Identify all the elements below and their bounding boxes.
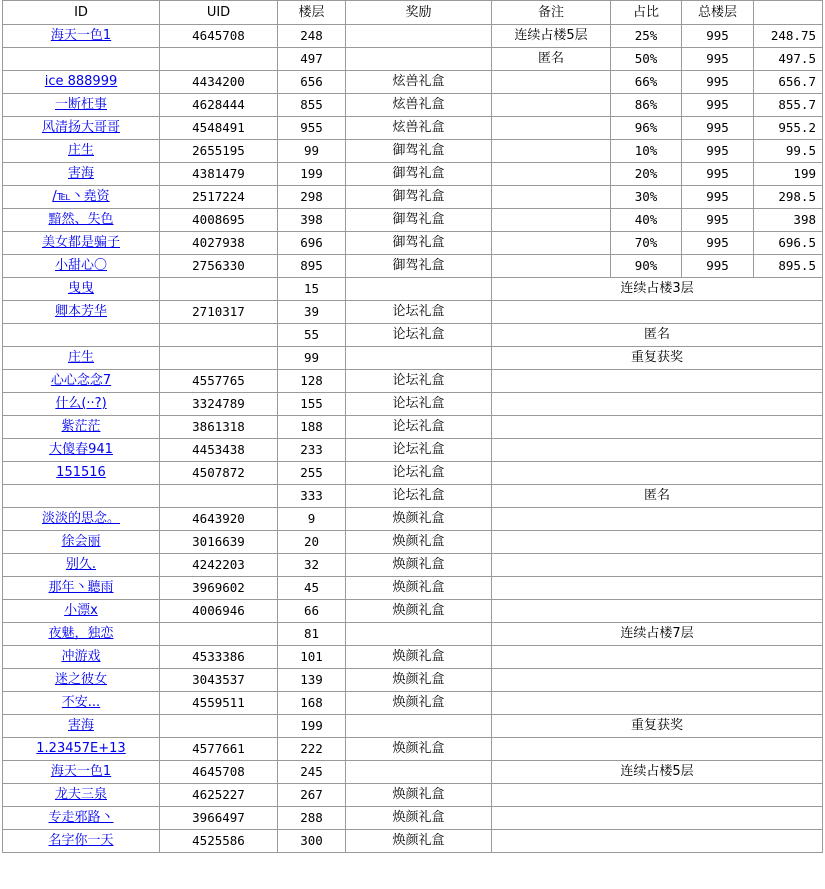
cell-ratio: 90% — [611, 255, 682, 278]
table-row — [3, 646, 823, 669]
cell-note: 连续占楼3层 — [492, 278, 823, 301]
cell-reward — [346, 25, 492, 48]
cell-uid: 4645708 — [160, 761, 278, 784]
cell-floor: 39 — [278, 301, 346, 324]
table-row — [3, 830, 823, 853]
cell-note: 连续占楼5层 — [492, 761, 823, 784]
cell-uid: 2655195 — [160, 140, 278, 163]
table-row — [3, 761, 823, 784]
cell-note — [492, 646, 823, 669]
table-row — [3, 347, 823, 370]
cell-calc: 696.5 — [754, 232, 823, 255]
cell-reward: 炫兽礼盒 — [346, 94, 492, 117]
cell-floor: 139 — [278, 669, 346, 692]
cell-note — [492, 462, 823, 485]
cell-reward: 论坛礼盒 — [346, 462, 492, 485]
cell-total: 995 — [682, 48, 754, 71]
header-total: 总楼层 — [682, 1, 754, 25]
cell-note: 连续占楼7层 — [492, 623, 823, 646]
cell-id[interactable]: 1.23457E+13 — [3, 738, 160, 761]
table-row — [3, 140, 823, 163]
cell-uid: 4643920 — [160, 508, 278, 531]
table-row — [3, 94, 823, 117]
table-row — [3, 439, 823, 462]
cell-calc: 895.5 — [754, 255, 823, 278]
cell-uid: 4381479 — [160, 163, 278, 186]
cell-calc: 855.7 — [754, 94, 823, 117]
cell-id — [3, 324, 160, 347]
cell-id[interactable]: 淡淡的思念。 — [3, 508, 160, 531]
cell-id[interactable]: 夜魅，独恋 — [3, 623, 160, 646]
cell-floor: 32 — [278, 554, 346, 577]
cell-note — [492, 692, 823, 715]
cell-floor: 233 — [278, 439, 346, 462]
table-row — [3, 715, 823, 738]
cell-floor: 101 — [278, 646, 346, 669]
cell-uid: 3969602 — [160, 577, 278, 600]
cell-id[interactable]: 151516 — [3, 462, 160, 485]
cell-id[interactable]: 害海 — [3, 163, 160, 186]
cell-floor: 255 — [278, 462, 346, 485]
cell-note — [492, 554, 823, 577]
cell-note: 重复获奖 — [492, 715, 823, 738]
cell-uid: 4453438 — [160, 439, 278, 462]
cell-reward: 焕颜礼盒 — [346, 669, 492, 692]
table-row — [3, 577, 823, 600]
cell-note: 匿名 — [492, 324, 823, 347]
cell-floor: 9 — [278, 508, 346, 531]
header-calc — [754, 1, 823, 25]
table-row — [3, 669, 823, 692]
cell-reward: 焕颜礼盒 — [346, 830, 492, 853]
cell-ratio: 30% — [611, 186, 682, 209]
cell-id[interactable]: 美女都是骗子 — [3, 232, 160, 255]
cell-note — [492, 577, 823, 600]
cell-floor: 398 — [278, 209, 346, 232]
header-uid: UID — [160, 1, 278, 25]
cell-total: 995 — [682, 25, 754, 48]
cell-note — [492, 439, 823, 462]
table-row — [3, 301, 823, 324]
cell-reward: 论坛礼盒 — [346, 324, 492, 347]
cell-note — [492, 784, 823, 807]
table-row — [3, 623, 823, 646]
cell-floor: 333 — [278, 485, 346, 508]
cell-id[interactable]: 海天一色1 — [3, 25, 160, 48]
cell-reward: 焕颜礼盒 — [346, 807, 492, 830]
cell-id[interactable]: 龙夫三泉 — [3, 784, 160, 807]
table-row — [3, 209, 823, 232]
cell-id[interactable]: 庄生 — [3, 347, 160, 370]
cell-total: 995 — [682, 186, 754, 209]
cell-ratio: 66% — [611, 71, 682, 94]
cell-id[interactable]: 小甜心〇 — [3, 255, 160, 278]
cell-reward: 御驾礼盒 — [346, 209, 492, 232]
header-note: 备注 — [492, 1, 611, 25]
cell-note: 重复获奖 — [492, 347, 823, 370]
cell-floor: 855 — [278, 94, 346, 117]
cell-id[interactable]: 卿本芳华 — [3, 301, 160, 324]
cell-note — [492, 163, 611, 186]
cell-calc: 99.5 — [754, 140, 823, 163]
cell-floor: 155 — [278, 393, 346, 416]
table-row — [3, 393, 823, 416]
cell-floor: 66 — [278, 600, 346, 623]
cell-total: 995 — [682, 255, 754, 278]
cell-uid: 4434200 — [160, 71, 278, 94]
cell-reward — [346, 48, 492, 71]
table-row — [3, 117, 823, 140]
cell-floor: 81 — [278, 623, 346, 646]
header-row — [3, 1, 823, 25]
table-row — [3, 554, 823, 577]
cell-note — [492, 255, 611, 278]
cell-calc: 497.5 — [754, 48, 823, 71]
cell-id[interactable]: 别久. — [3, 554, 160, 577]
cell-calc: 248.75 — [754, 25, 823, 48]
cell-id[interactable]: 专走邪路丶 — [3, 807, 160, 830]
cell-note — [492, 140, 611, 163]
cell-floor: 99 — [278, 140, 346, 163]
cell-reward: 御驾礼盒 — [346, 186, 492, 209]
cell-id[interactable]: 海天一色1 — [3, 761, 160, 784]
cell-total: 995 — [682, 71, 754, 94]
cell-reward — [346, 278, 492, 301]
cell-reward: 炫兽礼盒 — [346, 117, 492, 140]
cell-reward — [346, 761, 492, 784]
cell-calc: 199 — [754, 163, 823, 186]
cell-note — [492, 738, 823, 761]
cell-uid: 4525586 — [160, 830, 278, 853]
cell-uid: 3861318 — [160, 416, 278, 439]
cell-floor: 99 — [278, 347, 346, 370]
header-floor: 楼层 — [278, 1, 346, 25]
cell-uid: 4548491 — [160, 117, 278, 140]
cell-note — [492, 669, 823, 692]
table-row — [3, 163, 823, 186]
cell-uid: 4533386 — [160, 646, 278, 669]
cell-id[interactable]: 庄生 — [3, 140, 160, 163]
cell-reward — [346, 623, 492, 646]
cell-reward: 论坛礼盒 — [346, 393, 492, 416]
cell-uid: 2756330 — [160, 255, 278, 278]
cell-id[interactable]: 什么(··?) — [3, 393, 160, 416]
cell-note — [492, 117, 611, 140]
cell-note — [492, 186, 611, 209]
cell-reward — [346, 715, 492, 738]
cell-floor: 55 — [278, 324, 346, 347]
cell-reward: 焕颜礼盒 — [346, 531, 492, 554]
cell-reward — [346, 347, 492, 370]
cell-reward: 御驾礼盒 — [346, 163, 492, 186]
cell-reward: 焕颜礼盒 — [346, 692, 492, 715]
cell-floor: 15 — [278, 278, 346, 301]
table-row — [3, 25, 823, 48]
cell-id[interactable]: 大傻春941 — [3, 439, 160, 462]
cell-uid: 3966497 — [160, 807, 278, 830]
cell-uid: 3043537 — [160, 669, 278, 692]
table-row — [3, 232, 823, 255]
cell-uid: 2710317 — [160, 301, 278, 324]
table-row — [3, 48, 823, 71]
cell-reward: 焕颜礼盒 — [346, 738, 492, 761]
cell-uid: 4027938 — [160, 232, 278, 255]
cell-floor: 696 — [278, 232, 346, 255]
cell-calc: 656.7 — [754, 71, 823, 94]
cell-uid: 4628444 — [160, 94, 278, 117]
cell-uid — [160, 715, 278, 738]
table-row — [3, 370, 823, 393]
cell-reward: 焕颜礼盒 — [346, 554, 492, 577]
cell-uid: 2517224 — [160, 186, 278, 209]
table-row — [3, 692, 823, 715]
cell-note: 连续占楼5层 — [492, 25, 611, 48]
cell-total: 995 — [682, 209, 754, 232]
cell-reward: 论坛礼盒 — [346, 301, 492, 324]
cell-uid: 4625227 — [160, 784, 278, 807]
table-row — [3, 278, 823, 301]
cell-id[interactable]: 那年丶聽雨 — [3, 577, 160, 600]
cell-note — [492, 807, 823, 830]
cell-id — [3, 485, 160, 508]
cell-reward: 焕颜礼盒 — [346, 577, 492, 600]
cell-floor: 168 — [278, 692, 346, 715]
cell-floor: 199 — [278, 163, 346, 186]
cell-floor: 20 — [278, 531, 346, 554]
cell-reward: 炫兽礼盒 — [346, 71, 492, 94]
cell-id[interactable]: 不安... — [3, 692, 160, 715]
table-row — [3, 255, 823, 278]
cell-note — [492, 232, 611, 255]
table-row — [3, 485, 823, 508]
cell-id[interactable]: 害海 — [3, 715, 160, 738]
cell-id[interactable]: 小漂x — [3, 600, 160, 623]
table-row — [3, 807, 823, 830]
cell-floor: 267 — [278, 784, 346, 807]
cell-ratio: 96% — [611, 117, 682, 140]
cell-reward: 论坛礼盒 — [346, 370, 492, 393]
header-ratio: 占比 — [611, 1, 682, 25]
cell-floor: 188 — [278, 416, 346, 439]
table-row — [3, 508, 823, 531]
cell-floor: 300 — [278, 830, 346, 853]
table-row — [3, 416, 823, 439]
cell-reward: 御驾礼盒 — [346, 140, 492, 163]
table-row — [3, 784, 823, 807]
cell-id[interactable]: /℡丶堯资 — [3, 186, 160, 209]
cell-id[interactable]: 冲游戏 — [3, 646, 160, 669]
cell-note: 匿名 — [492, 48, 611, 71]
cell-calc: 398 — [754, 209, 823, 232]
cell-reward: 焕颜礼盒 — [346, 600, 492, 623]
cell-note — [492, 600, 823, 623]
cell-note — [492, 416, 823, 439]
cell-floor: 245 — [278, 761, 346, 784]
cell-note — [492, 209, 611, 232]
cell-ratio: 40% — [611, 209, 682, 232]
cell-uid: 3324789 — [160, 393, 278, 416]
cell-ratio: 50% — [611, 48, 682, 71]
spreadsheet-table — [2, 0, 823, 853]
cell-uid: 4577661 — [160, 738, 278, 761]
cell-floor: 895 — [278, 255, 346, 278]
cell-ratio: 70% — [611, 232, 682, 255]
cell-id[interactable]: 曳曳 — [3, 278, 160, 301]
cell-uid: 4242203 — [160, 554, 278, 577]
cell-calc: 298.5 — [754, 186, 823, 209]
cell-floor: 656 — [278, 71, 346, 94]
cell-reward: 论坛礼盒 — [346, 439, 492, 462]
cell-floor: 45 — [278, 577, 346, 600]
cell-id[interactable]: 迷之彼女 — [3, 669, 160, 692]
cell-reward: 御驾礼盒 — [346, 232, 492, 255]
cell-reward: 焕颜礼盒 — [346, 508, 492, 531]
cell-id[interactable]: ice 888999 — [3, 71, 160, 94]
cell-uid: 4008695 — [160, 209, 278, 232]
cell-uid — [160, 278, 278, 301]
table-row — [3, 186, 823, 209]
header-id: ID — [3, 1, 160, 25]
cell-note — [492, 71, 611, 94]
cell-note — [492, 370, 823, 393]
cell-uid: 4559511 — [160, 692, 278, 715]
table-row — [3, 600, 823, 623]
cell-uid — [160, 347, 278, 370]
cell-ratio: 10% — [611, 140, 682, 163]
cell-note: 匿名 — [492, 485, 823, 508]
cell-uid — [160, 485, 278, 508]
cell-note — [492, 531, 823, 554]
cell-total: 995 — [682, 94, 754, 117]
cell-uid: 4507872 — [160, 462, 278, 485]
cell-ratio: 25% — [611, 25, 682, 48]
cell-note — [492, 830, 823, 853]
cell-floor: 955 — [278, 117, 346, 140]
cell-total: 995 — [682, 117, 754, 140]
table-row — [3, 462, 823, 485]
cell-note — [492, 94, 611, 117]
cell-calc: 955.2 — [754, 117, 823, 140]
cell-uid — [160, 48, 278, 71]
cell-floor: 298 — [278, 186, 346, 209]
cell-reward: 焕颜礼盒 — [346, 784, 492, 807]
cell-id[interactable]: 黯然、失色 — [3, 209, 160, 232]
cell-floor: 248 — [278, 25, 346, 48]
cell-floor: 288 — [278, 807, 346, 830]
cell-note — [492, 301, 823, 324]
cell-total: 995 — [682, 232, 754, 255]
cell-uid: 4557765 — [160, 370, 278, 393]
cell-id[interactable]: 名字你一天 — [3, 830, 160, 853]
cell-id[interactable]: 紫茫茫 — [3, 416, 160, 439]
cell-uid — [160, 324, 278, 347]
cell-reward: 焕颜礼盒 — [346, 646, 492, 669]
cell-ratio: 20% — [611, 163, 682, 186]
header-reward: 奖励 — [346, 1, 492, 25]
cell-id[interactable]: 徐会丽 — [3, 531, 160, 554]
cell-reward: 论坛礼盒 — [346, 485, 492, 508]
cell-note — [492, 393, 823, 416]
cell-uid — [160, 623, 278, 646]
cell-uid: 3016639 — [160, 531, 278, 554]
cell-total: 995 — [682, 140, 754, 163]
cell-reward: 论坛礼盒 — [346, 416, 492, 439]
cell-floor: 128 — [278, 370, 346, 393]
cell-reward: 御驾礼盒 — [346, 255, 492, 278]
cell-floor: 199 — [278, 715, 346, 738]
table-row — [3, 738, 823, 761]
cell-uid: 4006946 — [160, 600, 278, 623]
cell-floor: 222 — [278, 738, 346, 761]
cell-ratio: 86% — [611, 94, 682, 117]
cell-id[interactable]: 风清扬大哥哥 — [3, 117, 160, 140]
table-row — [3, 324, 823, 347]
cell-id — [3, 48, 160, 71]
table-row — [3, 71, 823, 94]
table-row — [3, 531, 823, 554]
cell-floor: 497 — [278, 48, 346, 71]
cell-uid: 4645708 — [160, 25, 278, 48]
cell-id[interactable]: 一断枉事 — [3, 94, 160, 117]
cell-note — [492, 508, 823, 531]
cell-id[interactable]: 心心念念7 — [3, 370, 160, 393]
cell-total: 995 — [682, 163, 754, 186]
